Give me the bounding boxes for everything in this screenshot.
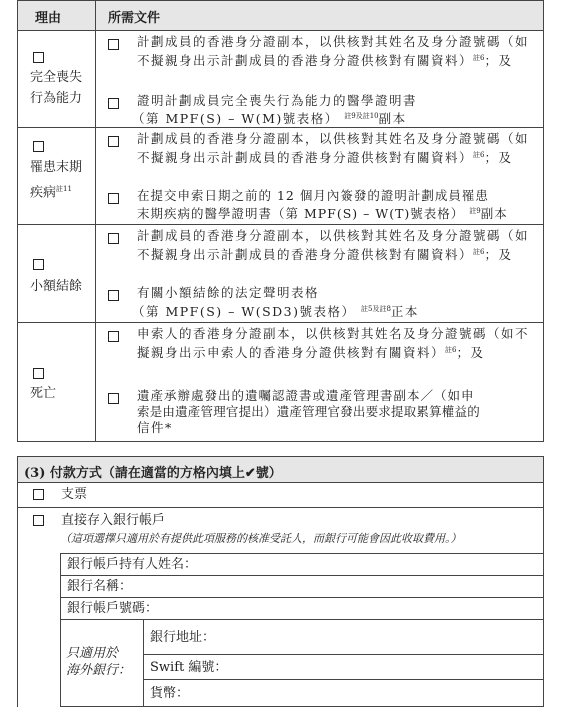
option-cheque: 支票 [61, 487, 88, 502]
checkbox-cheque[interactable] [33, 489, 44, 500]
checkbox-incapacity-doc2[interactable] [108, 98, 119, 109]
reason-small-balance: 小額結餘 [30, 279, 83, 294]
small-balance-doc1: 計劃成員的香港身分證副本，以供核對其姓名及身分證號碼（如不擬親身出示計劃成員的香港身分證供核對有關資料）$^{註6}$；及 [137, 228, 530, 263]
terminal-doc2-line1: 在提交申索日期之前的 12 個月內簽發的證明計劃成員罹患 [137, 188, 489, 203]
checkbox-incapacity[interactable] [33, 52, 44, 63]
checkbox-death-doc1[interactable] [108, 331, 119, 342]
reason-incapacity-line2: 行為能力 [30, 91, 83, 106]
bank-transfer-note: （這項選擇只適用於有提供此項服務的核准受託人，而銀行可能會因此收取費用。） [60, 532, 462, 545]
checkbox-small-balance[interactable] [33, 259, 44, 270]
reason-death: 死亡 [30, 386, 57, 401]
checkbox-bank-transfer[interactable] [33, 515, 44, 526]
checkbox-death-doc2[interactable] [108, 393, 119, 404]
overseas-label-line2: 海外銀行： [66, 663, 132, 678]
incapacity-doc2-line2: （第 MPF(S) – W(M)號表格） $^{註9及註10}$副本 [132, 111, 407, 127]
checkbox-small-balance-doc2[interactable] [108, 290, 119, 301]
terminal-doc1: 計劃成員的香港身分證副本，以供核對其姓名及身分證號碼（如不擬親身出示計劃成員的香港身分證供核對有關資料）$^{註6}$；及 [137, 131, 530, 166]
header-reason: 理由 [35, 11, 62, 26]
swift-code-label: Swift 編號： [150, 660, 228, 675]
small-balance-doc2-line1: 有關小額結餘的法定聲明表格 [137, 285, 320, 300]
reason-incapacity-line1: 完全喪失 [30, 70, 83, 85]
small-balance-doc2-line2: （第 MPF(S) – W(SD3)號表格） $^{註5及註8}$正本 [132, 304, 419, 320]
checkbox-terminal-doc1[interactable] [108, 136, 119, 147]
checkbox-terminal-illness[interactable] [33, 141, 44, 152]
option-bank-transfer: 直接存入銀行帳戶 [61, 513, 166, 528]
account-holder-label: 銀行帳戶持有人姓名： [67, 557, 198, 572]
incapacity-doc2-line1: 證明計劃成員完全喪失行為能力的醫學證明書 [137, 93, 418, 108]
incapacity-doc1: 計劃成員的香港身分證副本，以供核對其姓名及身分證號碼（如不擬親身出示計劃成員的香港身分證供核對有關資料）$^{註6}$；及 [137, 34, 530, 69]
death-doc2-line1: 遺產承辦處發出的遺囑認證書或遺產管理書副本／（如申 [137, 388, 475, 403]
terminal-doc2-line2: 末期疾病的醫學證明書（第 MPF(S) – W(T)號表格） $^{註9}$副本 [137, 206, 508, 222]
reason-terminal-line2: 疾病$^{註11}$ [30, 185, 72, 201]
death-doc1: 申索人的香港身分證副本，以供核對其姓名及身分證號碼（如不擬親身出示申索人的香港身分證供核對有關資料）$^{註6}$；及 [137, 326, 530, 361]
header-documents: 所需文件 [108, 11, 161, 26]
bank-name-label: 銀行名稱： [67, 579, 133, 594]
checkbox-death[interactable] [33, 368, 44, 379]
currency-label: 貨幣： [150, 686, 190, 701]
payment-title: (3) 付款方式（請在適當的方格內填上✔號） [24, 466, 282, 481]
checkbox-terminal-doc2[interactable] [108, 193, 119, 204]
reason-terminal-line1: 罹患末期 [30, 160, 83, 175]
checkbox-small-balance-doc1[interactable] [108, 233, 119, 244]
bank-address-label: 銀行地址： [150, 630, 216, 645]
account-number-label: 銀行帳戶號碼： [67, 601, 159, 616]
overseas-label-line1: 只適用於 [66, 646, 119, 661]
checkbox-incapacity-doc1[interactable] [108, 39, 119, 50]
death-doc2-line2: 索是由遺產管理官提出）遺產管理官發出要求提取累算權益的 [137, 404, 480, 419]
death-doc2-line3: 信件* [137, 420, 173, 435]
